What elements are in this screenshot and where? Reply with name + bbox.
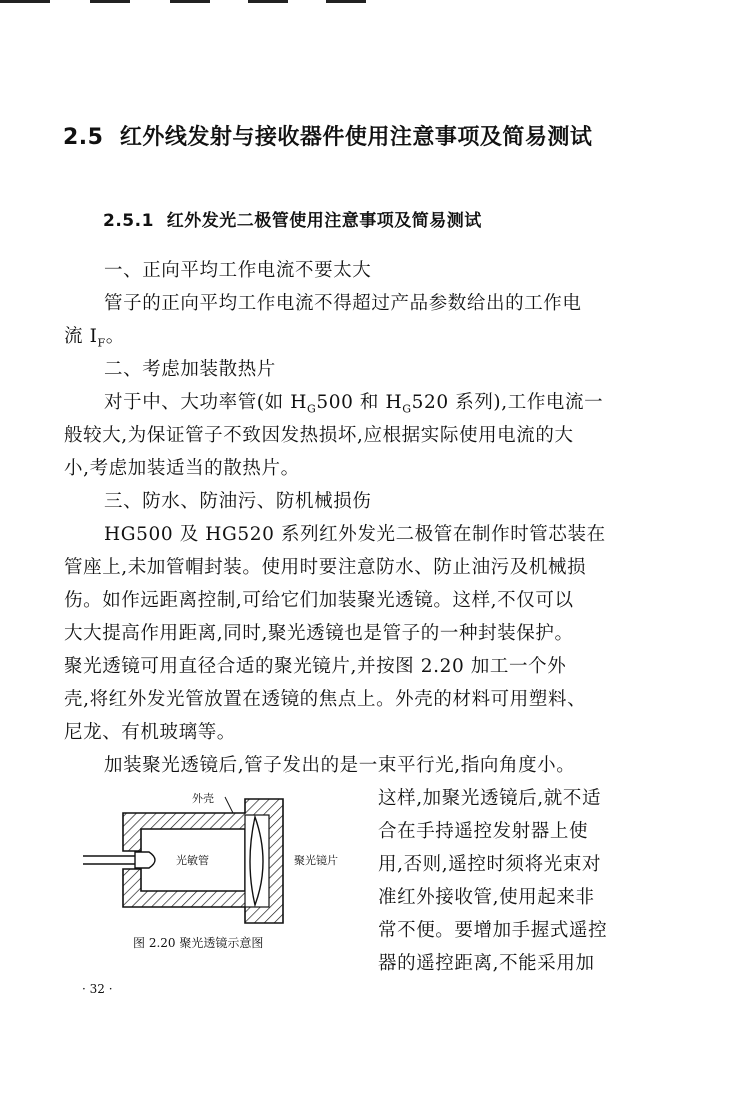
paragraph-line: 管座上,未加管帽封装。使用时要注意防水、防止油污及机械损: [64, 557, 587, 578]
scan-line: [90, 0, 130, 3]
figure-label-tube: 光敏管: [176, 854, 209, 867]
paragraph-line: 管子的正向平均工作电流不得超过产品参数给出的工作电: [104, 293, 582, 314]
section-title: 红外线发射与接收器件使用注意事项及简易测试: [119, 125, 593, 150]
scan-line: [248, 0, 288, 3]
section-heading: [63, 120, 592, 151]
paragraph-line: 聚光透镜可用直径合适的聚光镜片,并按图 2.20 加工一个外: [64, 656, 567, 677]
figure-label-lens: 聚光镜片: [294, 854, 338, 867]
paragraph-line: 壳,将红外发光管放置在透镜的焦点上。外壳的材料可用塑料、: [64, 689, 587, 710]
scan-line: [326, 0, 366, 3]
paragraph-line: HG500 及 HG520 系列红外发光二极管在制作时管芯装在: [104, 524, 606, 545]
paragraph-line: 尼龙、有机玻璃等。: [64, 722, 236, 743]
item-heading-2: 二、考虑加装散热片: [104, 359, 276, 380]
section-number: 2.5: [63, 125, 104, 150]
paragraph-line: 伤。如作远距离控制,可给它们加装聚光透镜。这样,不仅可以: [64, 590, 574, 611]
page-number: · 32 ·: [82, 982, 113, 996]
paragraph-line: 般较大,为保证管子不致因发热损坏,应根据实际使用电流的大: [64, 425, 574, 446]
diode-body: [135, 852, 155, 868]
paragraph-line: 这样,加聚光透镜后,就不适: [378, 788, 602, 809]
paragraph-line: 合在手持遥控发射器上使: [378, 821, 589, 842]
paragraph-line: 小,考虑加装适当的散热片。: [64, 458, 300, 479]
paragraph-line: 加装聚光透镜后,管子发出的是一束平行光,指向角度小。: [104, 755, 576, 776]
scan-line: [170, 0, 210, 3]
paragraph-line: 流 $I_F$。: [64, 326, 125, 350]
paragraph-line: 器的遥控距离,不能采用加: [378, 953, 595, 974]
figure-label-shell: 外壳: [192, 792, 214, 805]
label-leader: [225, 797, 233, 813]
item-heading-1: 一、正向平均工作电流不要太大: [104, 260, 372, 281]
paragraph-line: 对于中、大功率管(如 $H_G500$ 和 $H_G520$ 系列),工作电流一: [104, 392, 604, 416]
subsection-heading: [103, 206, 482, 231]
item-heading-3: 三、防水、防油污、防机械损伤: [104, 491, 372, 512]
scan-line: [0, 0, 50, 3]
paragraph-line: 常不便。要增加手握式遥控: [378, 920, 608, 941]
paragraph-line: 用,否则,遥控时须将光束对: [378, 854, 602, 875]
paragraph-line: 准红外接收管,使用起来非: [378, 887, 595, 908]
subsection-title: 红外发光二极管使用注意事项及简易测试: [166, 211, 482, 231]
figure-caption: 图 2.20 聚光透镜示意图: [133, 936, 264, 950]
paragraph-line: 大大提高作用距离,同时,聚光透镜也是管子的一种封装保护。: [64, 623, 574, 644]
subsection-number: 2.5.1: [103, 211, 154, 231]
